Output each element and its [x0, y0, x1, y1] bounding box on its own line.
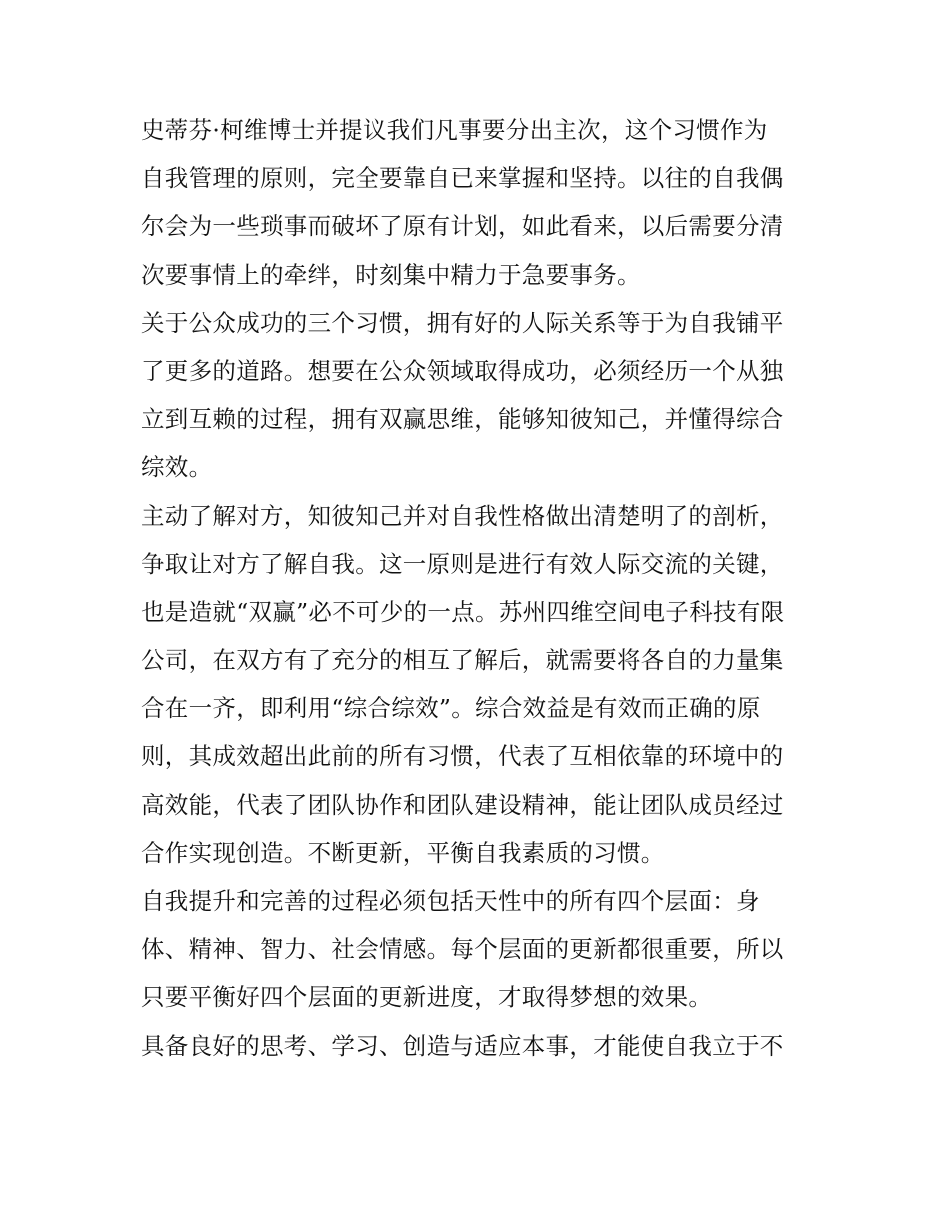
text-line: 公司，在双方有了充分的相互了解后，就需要将各自的力量集	[141, 646, 784, 675]
text-line: 史蒂芬·柯维博士并提议我们凡事要分出主次，这个习惯作为	[141, 116, 768, 144]
document-body	[141, 106, 813, 1070]
text-line: 关于公众成功的三个习惯，拥有好的人际关系等于为自我铺平	[141, 308, 784, 337]
text-line: 主动了解对方，知彼知己并对自我性格做出清楚明了的剖析，	[141, 501, 784, 530]
text-line: 自我管理的原则，完全要靠自已来掌握和坚持。以往的自我偶	[141, 164, 784, 193]
text-line: 合作实现创造。不断更新，平衡自我素质的习惯。	[141, 838, 665, 867]
text-line: 高效能，代表了团队协作和团队建设精神，能让团队成员经过	[141, 790, 784, 819]
text-line: 综效。	[141, 453, 213, 482]
text-line: 尔会为一些琐事而破坏了原有计划，如此看来，以后需要分清	[141, 212, 784, 241]
text-line: 具备良好的思考、学习、创造与适应本事，才能使自我立于不	[141, 1031, 784, 1060]
text-line: 次要事情上的牵绊，时刻集中精力于急要事务。	[141, 260, 641, 289]
text-line: 争取让对方了解自我。这一原则是进行有效人际交流的关键，	[141, 549, 784, 578]
text-line: 体、精神、智力、社会情感。每个层面的更新都很重要，所以	[141, 935, 784, 964]
text-line: 立到互赖的过程，拥有双赢思维，能够知彼知己，并懂得综合	[141, 405, 784, 434]
text-line: 也是造就“双赢”必不可少的一点。苏州四维空间电子科技有限	[141, 597, 785, 626]
text-line: 合在一齐，即利用“综合综效”。综合效益是有效而正确的原	[141, 694, 761, 723]
text-line: 了更多的道路。想要在公众领域取得成功，必须经历一个从独	[141, 356, 784, 385]
text-line: 自我提升和完善的过程必须包括天性中的所有四个层面：身	[141, 887, 760, 915]
text-line: 只要平衡好四个层面的更新进度，才取得梦想的效果。	[141, 983, 713, 1012]
text-line: 则，其成效超出此前的所有习惯，代表了互相依靠的环境中的	[141, 742, 784, 771]
